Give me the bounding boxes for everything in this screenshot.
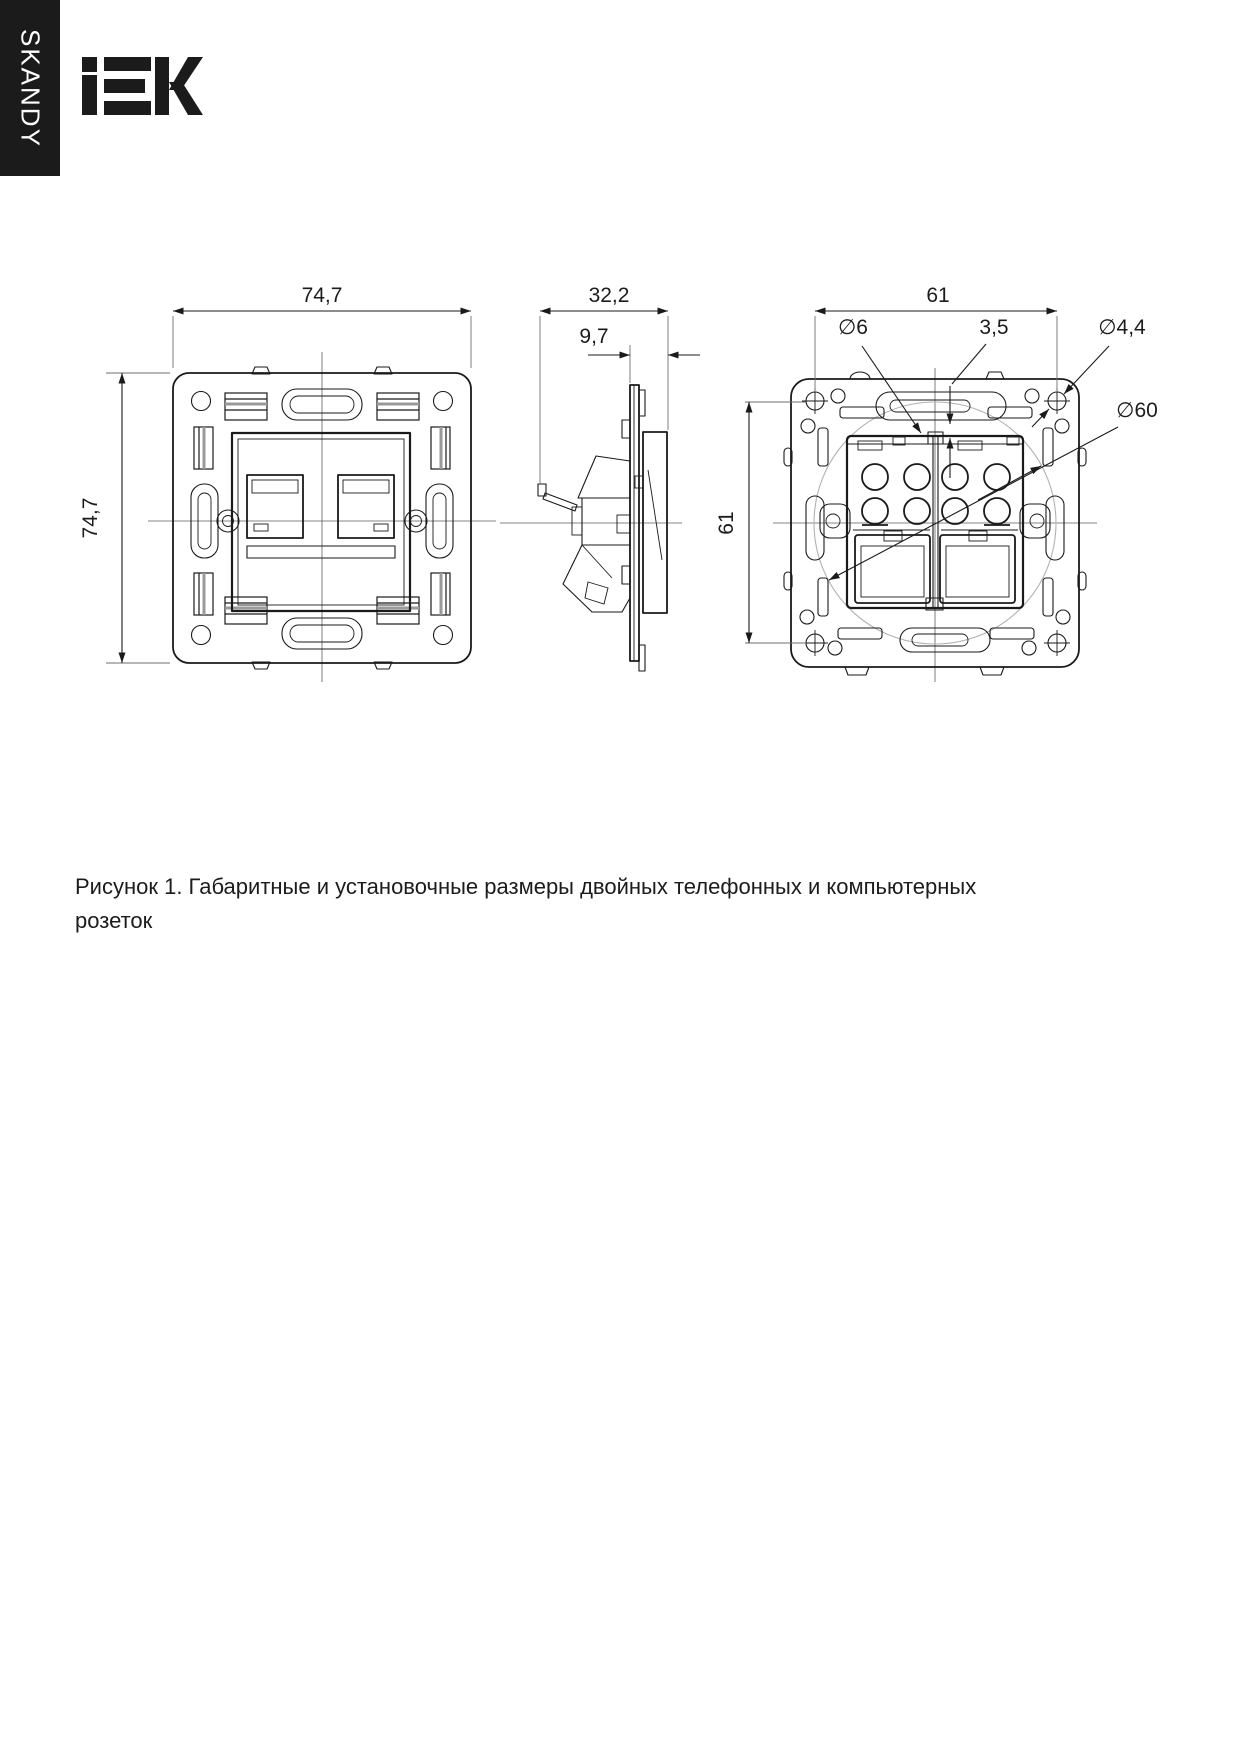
- dim-front-height-label: 74,7: [79, 497, 102, 539]
- figure-caption-line1: Рисунок 1. Габаритные и установочные размеры двойных телефонных и компьютерных: [75, 874, 977, 899]
- dim-slot-width-label: 3,5: [979, 316, 1009, 339]
- back-view-drawing: [715, 284, 1158, 682]
- front-view-drawing: [79, 284, 496, 682]
- dim-front-width-label: 74,7: [301, 284, 343, 307]
- screw-hole-bottom-right: [1044, 630, 1070, 656]
- dim-hole-dia-label: ∅6: [838, 316, 868, 339]
- side-view-drawing: [500, 284, 700, 671]
- dim-screw-dia-label: ∅4,4: [1098, 316, 1146, 339]
- dim-back-spacing-h-label: 61: [926, 284, 950, 307]
- figure-caption: [75, 870, 1105, 938]
- series-label: SKANDY: [15, 28, 46, 148]
- dim-side-depth-label: 32,2: [588, 284, 630, 307]
- dim-back-spacing-v-label: 61: [715, 511, 738, 535]
- dim-install-dia-label: ∅60: [1116, 399, 1158, 422]
- dim-side-plate-depth-label: 9,7: [579, 325, 609, 348]
- figure-caption-line2: розеток: [75, 908, 153, 933]
